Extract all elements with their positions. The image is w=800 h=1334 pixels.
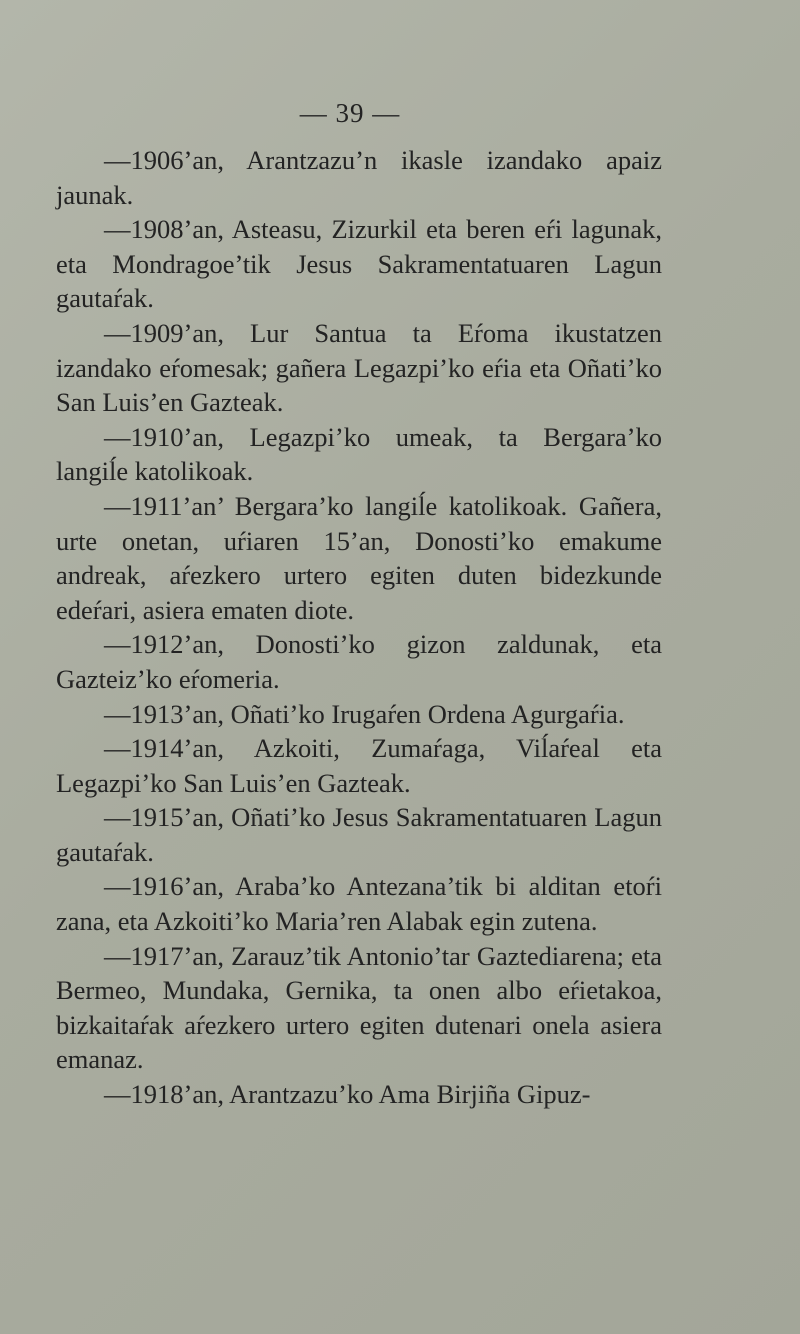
paragraph: —1916’an, Araba’ko Antezana’tik bi alditan etoŕi zana, eta Azkoiti’ko Maria’ren Alabak egin zutena. xyxy=(56,871,662,937)
page-number: — 39 — xyxy=(299,98,401,128)
paragraph: —1915’an, Oñati’ko Jesus Sakramentatuaren Lagun gautaŕak. xyxy=(56,802,662,867)
paragraph: —1914’an, Azkoiti, Zumaŕaga, Viĺaŕeal eta Legazpi’ko San Luis’en Gazteak. xyxy=(56,733,662,798)
paragraph: —1913’an, Oñati’ko Irugaŕen Ordena Agurgaŕia. xyxy=(104,698,625,729)
paragraph: —1911’an’ Bergara’ko langiĺe katolikoak. Gañera, urte onetan, uŕiaren 15’an, Donosti’ko emakume andreak, aŕezkero urtero egiten duten bidezkunde edeŕari, asiera ematen diote. xyxy=(56,490,662,625)
paragraph: —1910’an, Legazpi’ko umeak, ta Bergara’ko langiĺe katolikoak. xyxy=(56,421,662,487)
body-text xyxy=(56,143,662,1112)
paragraph: —1917’an, Zarauz’tik Antonio’tar Gaztediarena; eta Bermeo, Mundaka, Gernika, ta onen albo eŕietakoa, bizkaitaŕak aŕezkero urtero egiten dutenari onela asiera emanaz. xyxy=(56,940,662,1075)
paragraph: —1908’an, Asteasu, Zizurkil eta beren eŕi lagunak, eta Mondragoe’tik Jesus Sakramentatuaren Lagun gautaŕak. xyxy=(56,214,662,314)
paragraph: —1912’an, Donosti’ko gizon zaldunak, eta Gazteiz’ko eŕomeria. xyxy=(56,629,662,694)
paragraph: —1918’an, Arantzazu’ko Ama Birjiña Gipuz- xyxy=(104,1079,591,1110)
paragraph: —1909’an, Lur Santua ta Eŕoma ikustatzen izandako eŕomesak; gañera Legazpi’ko eŕia eta Oñati’ko San Luis’en Gazteak. xyxy=(56,317,662,418)
paragraph: —1906’an, Arantzazu’n ikasle izandako apaiz jaunak. xyxy=(56,145,662,210)
